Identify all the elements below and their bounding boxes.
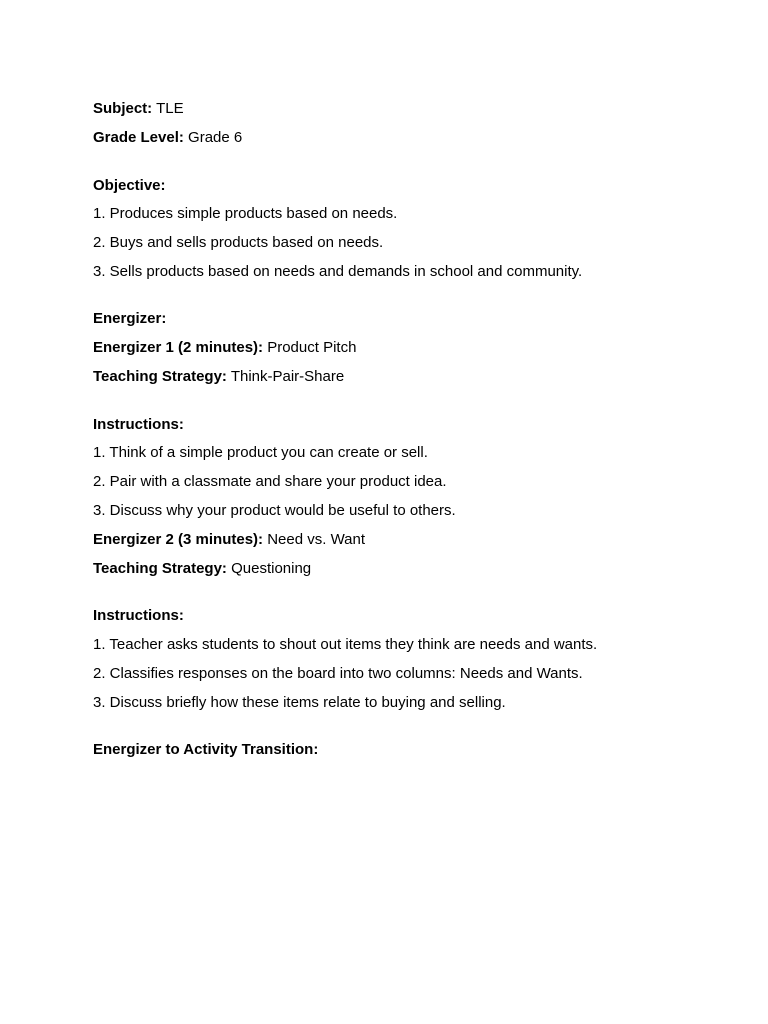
instruction-item: 2. Pair with a classmate and share your product idea. (93, 473, 447, 490)
subject-value: TLE (156, 100, 184, 117)
energizer-2-label: Energizer 2 (3 minutes): (93, 531, 264, 548)
energizer-2-value: Need vs. Want (267, 531, 366, 548)
energizer-1-line (93, 339, 356, 356)
instructions-heading: Instructions: (93, 416, 184, 433)
teaching-strategy-value: Questioning (231, 560, 312, 577)
instruction-item: 2. Classifies responses on the board into two columns: Needs and Wants. (93, 665, 583, 682)
instruction-item: 3. Discuss why your product would be useful to others. (93, 502, 456, 519)
energizer-1-strategy-line (93, 368, 344, 385)
instruction-item: 1. Think of a simple product you can create or sell. (93, 444, 428, 461)
grade-level-value: Grade 6 (188, 129, 243, 146)
grade-level-label: Grade Level: (93, 129, 184, 146)
energizer-1-value: Product Pitch (267, 339, 357, 356)
teaching-strategy-label: Teaching Strategy: (93, 368, 227, 385)
objective-item: 1. Produces simple products based on needs. (93, 205, 398, 222)
subject-line (93, 100, 184, 117)
teaching-strategy-label: Teaching Strategy: (93, 560, 227, 577)
transition-heading: Energizer to Activity Transition: (93, 741, 319, 758)
subject-label: Subject: (93, 100, 153, 117)
energizer-2-line (93, 531, 365, 548)
energizer-2-strategy-line (93, 560, 311, 577)
teaching-strategy-value: Think-Pair-Share (230, 368, 345, 385)
instruction-item: 1. Teacher asks students to shout out items they think are needs and wants. (93, 636, 598, 653)
objective-heading: Objective: (93, 177, 166, 194)
grade-level-line (93, 129, 242, 146)
energizer-heading: Energizer: (93, 310, 167, 327)
energizer-1-label: Energizer 1 (2 minutes): (93, 339, 264, 356)
instruction-item: 3. Discuss briefly how these items relate to buying and selling. (93, 694, 506, 711)
objective-item: 2. Buys and sells products based on needs. (93, 234, 384, 251)
objective-item: 3. Sells products based on needs and demands in school and community. (93, 263, 583, 280)
instructions-heading: Instructions: (93, 607, 184, 624)
